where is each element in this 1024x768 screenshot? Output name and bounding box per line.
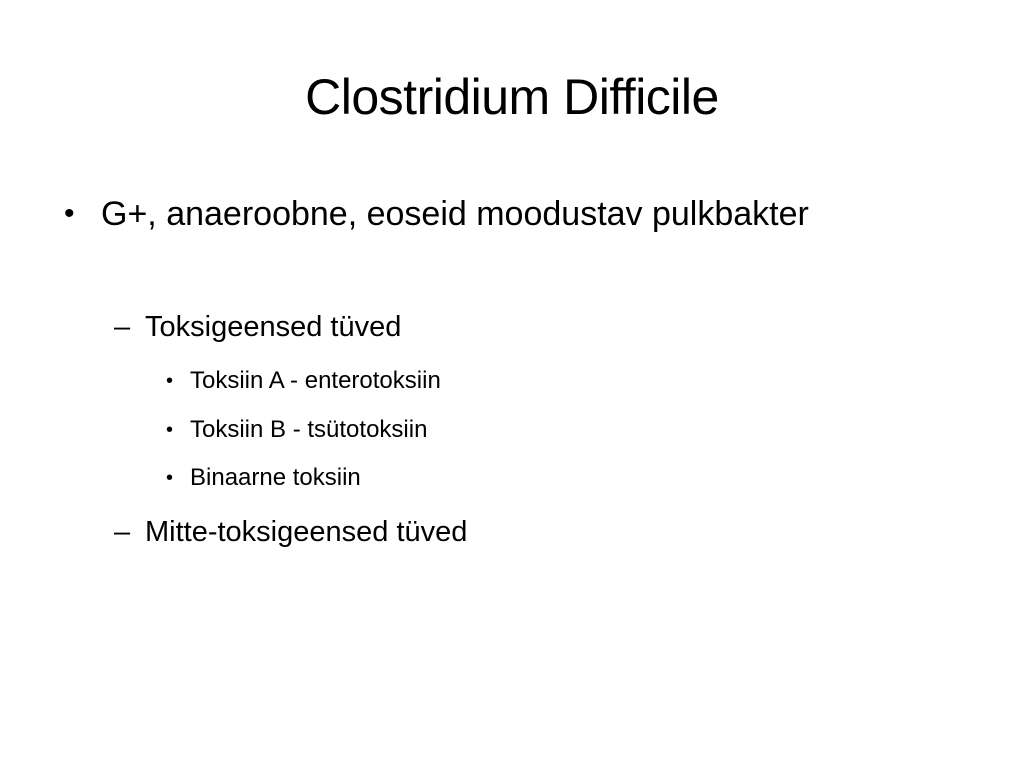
dash-item-text: Toksigeensed tüved xyxy=(145,311,402,343)
bullet-text: Toksiin B - tsütotoksiin xyxy=(190,416,428,443)
bullet-item-level-1 xyxy=(62,186,881,242)
bullet-text: Toksiin A - enterotoksiin xyxy=(190,367,441,394)
dash-marker: – xyxy=(114,516,131,548)
dash-marker: – xyxy=(114,311,131,343)
bullet-marker: • xyxy=(166,419,174,441)
bullet-item-level-3 xyxy=(165,364,441,398)
bullet-text: G+, anaeroobne, eoseid moodustav pulkbakter xyxy=(101,195,809,233)
bullet-text: Binaarne toksiin xyxy=(190,464,361,491)
bullet-marker: • xyxy=(166,467,174,489)
dash-item-text: Mitte-toksigeensed tüved xyxy=(145,516,468,548)
dash-item-level-2 xyxy=(114,512,467,552)
bullet-marker: • xyxy=(166,370,174,392)
bullet-marker: • xyxy=(64,197,75,230)
bullet-item-level-3 xyxy=(165,413,427,447)
slide-title: Clostridium Difficile xyxy=(305,69,719,125)
bullet-item-level-3 xyxy=(165,461,361,495)
dash-item-level-2 xyxy=(114,307,401,347)
